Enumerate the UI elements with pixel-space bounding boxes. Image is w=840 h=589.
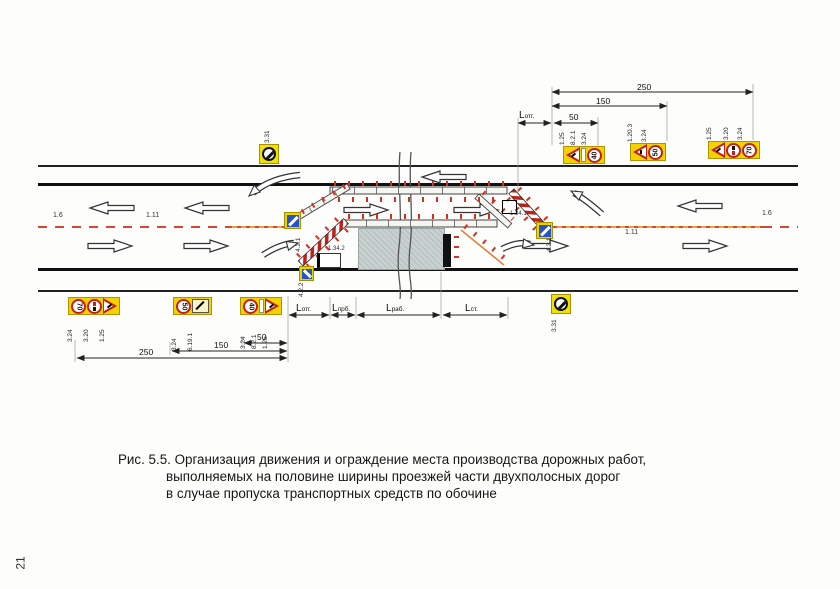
code-label: 3.24 xyxy=(171,338,178,351)
code-label: 1.25 xyxy=(706,127,713,140)
dim-150-bottom: 150 xyxy=(214,340,229,350)
sign-4-2-2-bottom xyxy=(299,266,314,281)
sign-3-31-top-left-label: 3.31 xyxy=(264,130,271,143)
dim-250-top: 250 xyxy=(637,82,652,92)
zone-plate-8-2-1-icon xyxy=(581,148,586,162)
barrier-top xyxy=(330,187,507,194)
roadworks-triangle-icon xyxy=(265,298,279,314)
dim-lotg-bottom: Lотг. xyxy=(296,303,312,314)
sign-group-bottom-50m xyxy=(240,297,282,315)
code-label: 8.2.1 xyxy=(251,334,258,349)
roadworks-triangle-icon xyxy=(711,142,725,158)
figure-caption-line1: Рис. 5.5. Организация движения и ограждение места производства дорожных работ, xyxy=(118,452,647,467)
code-label: 1.25 xyxy=(262,336,269,349)
speed-limit-70-icon: 70 xyxy=(71,299,86,314)
sign-group-bottom-150m xyxy=(173,297,212,315)
label-1-34-1: 1.34.1 xyxy=(510,211,527,217)
sign-3-31-top-left xyxy=(259,144,279,164)
road-narrows-triangle-icon xyxy=(633,144,647,160)
sign-group-bottom-250m xyxy=(68,297,120,315)
taper-left-upper xyxy=(294,184,350,221)
sign-group-top-50m xyxy=(563,146,605,164)
roadworks-triangle-icon xyxy=(566,147,580,163)
speed-limit-40-icon: 40 xyxy=(587,148,602,163)
sign-3-31-bottom-right xyxy=(551,294,571,314)
code-label: 1.20.3 xyxy=(627,123,634,142)
speed-limit-50-icon: 50 xyxy=(176,299,191,314)
shadow-vehicle-symbol xyxy=(317,253,341,268)
code-label: 3.24 xyxy=(737,127,744,140)
code-label: 3.24 xyxy=(641,129,648,142)
sign-4-2-1-right xyxy=(536,222,553,239)
dim-lprb-bottom: Lпрб. xyxy=(332,303,351,314)
sign-group-top-250m xyxy=(708,141,760,159)
speed-limit-40-icon: 40 xyxy=(243,299,258,314)
code-label: 1.25 xyxy=(559,132,566,145)
code-label: 3.20 xyxy=(723,127,730,140)
work-zone-end-screen xyxy=(443,234,451,267)
code-label: 3.24 xyxy=(581,132,588,145)
speed-limit-70-icon: 70 xyxy=(742,143,757,158)
code-label: 3.20 xyxy=(83,329,90,342)
lane-shift-6-19-1-icon xyxy=(192,299,209,313)
no-overtaking-icon xyxy=(87,299,102,314)
marking-label-1-11-right: 1.11 xyxy=(625,229,639,236)
figure-caption-line2: выполняемых на половине ширины проезжей части двухполосных дорог xyxy=(166,469,621,484)
no-overtaking-icon xyxy=(726,143,741,158)
marking-label-1-6-right: 1.6 xyxy=(762,210,772,217)
dim-lotg-top: Lотг. xyxy=(519,110,535,121)
dim-250-bottom: 250 xyxy=(139,347,154,357)
sign-4-2-2-label: 4.2.2 xyxy=(298,282,305,297)
dim-150-top: 150 xyxy=(596,96,611,106)
sign-group-top-150m xyxy=(630,143,666,161)
code-label: 1.25 xyxy=(99,329,106,342)
figure-caption-line3: в случае пропуска транспортных средств по обочине xyxy=(166,486,497,501)
speed-limit-50-icon: 50 xyxy=(648,145,663,160)
traffic-arrows xyxy=(88,171,727,252)
sign-4-2-1-right-label: 4.2.1 xyxy=(546,237,553,252)
dim-50-bottom: 50 xyxy=(257,332,267,342)
sign-3-31-bottom-right-label: 3.31 xyxy=(551,319,558,332)
marking-label-1-6-left: 1.6 xyxy=(53,212,63,219)
label-1-34-2: 1.34.2 xyxy=(328,246,345,252)
sign-4-2-1-left xyxy=(284,212,301,229)
roadworks-triangle-icon xyxy=(103,298,117,314)
zone-plate-8-2-1-icon xyxy=(259,299,264,313)
code-label: 6.19.1 xyxy=(187,332,194,351)
code-label: 3.24 xyxy=(240,336,247,349)
code-label: 3.24 xyxy=(67,329,74,342)
dim-50-top: 50 xyxy=(569,112,579,122)
marking-label-1-11-left: 1.11 xyxy=(146,212,160,219)
code-label: 8.2.1 xyxy=(570,130,577,145)
page-number: 21 xyxy=(13,556,28,570)
dim-lrab-bottom: Lраб. xyxy=(386,303,405,314)
dim-lst-bottom: Lст. xyxy=(465,303,478,314)
barrier-center xyxy=(342,220,497,227)
taper-line-orange-right xyxy=(461,230,504,265)
sign-4-2-1-left-label: 4.2.1 xyxy=(295,237,302,252)
